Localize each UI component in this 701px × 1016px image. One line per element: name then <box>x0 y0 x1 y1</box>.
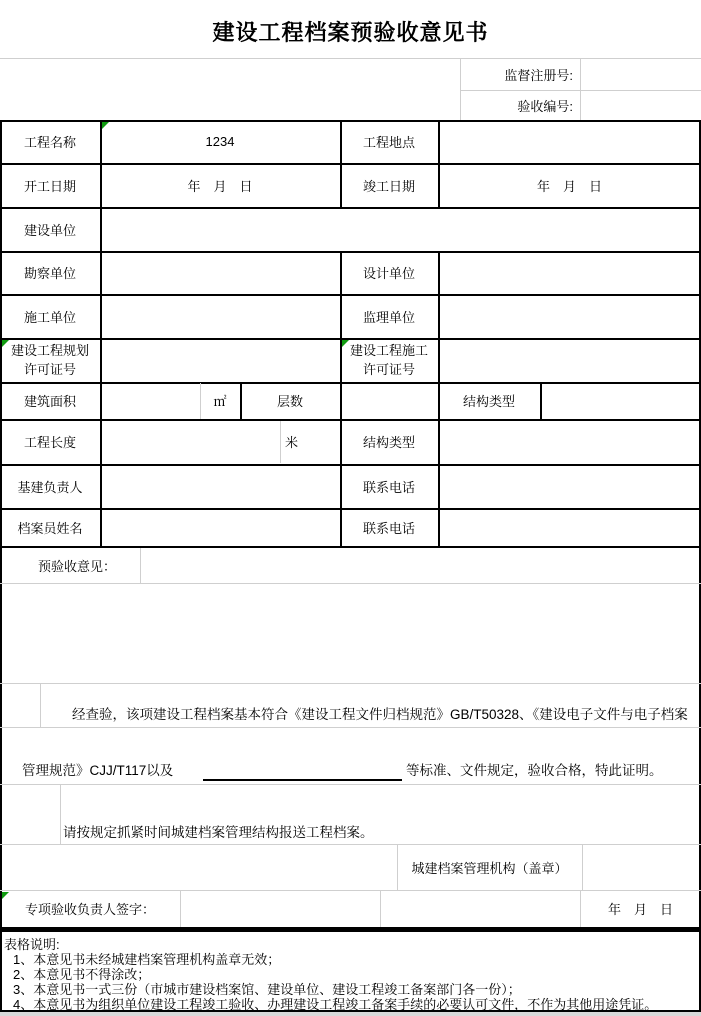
builder-unit-value[interactable] <box>102 296 338 336</box>
notes-item: 1、本意见书未经城建档案管理机构盖章无效； <box>13 952 281 967</box>
grid-line <box>0 727 701 728</box>
cell-error-marker-icon <box>342 340 349 347</box>
notes-item: 2、本意见书不得涂改； <box>13 967 151 982</box>
standards-blank-input[interactable] <box>203 742 402 779</box>
blank-underline <box>203 779 402 781</box>
supervisor-unit-label: 监理单位 <box>362 309 415 325</box>
supervision-no-value[interactable] <box>581 59 700 89</box>
complete-date-label: 竣工日期 <box>362 178 415 194</box>
opinion-input-area[interactable] <box>141 549 698 582</box>
design-unit-value[interactable] <box>440 253 699 292</box>
project-location-label: 工程地点 <box>362 135 415 150</box>
phone-b-value[interactable] <box>440 510 699 544</box>
structure-type-b-value[interactable] <box>440 421 699 462</box>
complete-date-value[interactable]: 年 月 日 <box>536 178 602 194</box>
survey-unit-value[interactable] <box>102 253 338 292</box>
signature-input-area-1[interactable] <box>181 891 379 926</box>
infra-head-value[interactable] <box>102 466 338 506</box>
builder-unit-label: 施工单位 <box>23 309 76 325</box>
notes-item: 4、本意见书为组织单位建设工程竣工验收、办理建设工程竣工备案手续的必要认可文件，不作为其他用途凭证。 <box>13 997 658 1012</box>
opinion-label: 预验收意见： <box>37 559 116 574</box>
acceptance-no-label: 验收编号: <box>517 98 573 114</box>
archive-org-stamp-label: 城建档案管理机构（盖章） <box>411 860 568 876</box>
opinion-paragraph-1: 经查验，该项建设工程档案基本符合《建设工程文件归档规范》GB/T50328、《建设电子文件与电子档案 <box>72 707 688 722</box>
grid-line <box>582 844 583 890</box>
grid-line <box>60 784 61 844</box>
building-area-unit: ㎡ <box>213 394 227 409</box>
project-name-label: 工程名称 <box>23 135 76 150</box>
construction-unit-value[interactable] <box>102 209 699 249</box>
supervision-no-label: 监督注册号: <box>504 67 573 83</box>
grid-line <box>40 683 41 727</box>
grid-line <box>0 784 701 785</box>
survey-unit-label: 勘察单位 <box>23 266 76 281</box>
building-area-value[interactable] <box>102 384 198 417</box>
opinion-paragraph-2-prefix: 管理规范》CJJ/T117以及 <box>22 763 174 778</box>
building-area-label: 建筑面积 <box>23 394 76 409</box>
sign-date: 年 月 日 <box>607 902 673 917</box>
planning-permit-value[interactable] <box>102 340 338 380</box>
length-label: 工程长度 <box>23 435 76 450</box>
planning-permit-label <box>0 338 100 382</box>
project-name-value[interactable]: 1234 <box>205 134 235 149</box>
infra-head-label: 基建负责人 <box>17 479 83 495</box>
floors-label: 层数 <box>276 394 303 409</box>
project-location-value[interactable] <box>440 122 699 161</box>
archivist-value[interactable] <box>102 510 338 544</box>
planning-permit-label-line1: 建设工程规划 <box>10 343 89 358</box>
structure-type-a-value[interactable] <box>542 384 699 417</box>
notes-item: 3、本意见书一式三份（市城市建设档案馆、建设单位、建设工程竣工备案部门各一份）； <box>13 982 521 997</box>
grid-line <box>0 844 701 845</box>
signer-label: 专项验收负责人签字： <box>24 902 155 917</box>
opinion-paragraph-2-suffix: 等标准、文件规定，验收合格，特此证明。 <box>406 763 663 778</box>
planning-permit-label-line2: 许可证号 <box>23 362 76 377</box>
construction-permit-value[interactable] <box>440 340 699 380</box>
signature-input-area-2[interactable] <box>381 891 579 926</box>
construction-permit-label-line2: 许可证号 <box>362 362 415 377</box>
start-date-label: 开工日期 <box>23 178 76 194</box>
construction-unit-label: 建设单位 <box>23 222 76 238</box>
cell-error-marker-icon <box>2 340 9 347</box>
opinion-body-area[interactable] <box>2 584 698 682</box>
cell-error-marker-icon <box>102 122 109 129</box>
page-title: 建设工程档案预验收意见书 <box>212 20 489 45</box>
design-unit-label: 设计单位 <box>362 266 415 281</box>
phone-a-label: 联系电话 <box>362 479 415 495</box>
phone-a-value[interactable] <box>440 466 699 506</box>
acceptance-no-value[interactable] <box>581 91 700 119</box>
notes-heading: 表格说明: <box>4 937 60 952</box>
phone-b-label: 联系电话 <box>362 520 415 536</box>
start-date-value[interactable]: 年 月 日 <box>187 178 253 194</box>
length-unit: 米 <box>285 435 299 450</box>
opinion-paragraph-3: 请按规定抓紧时间城建档案管理结构报送工程档案。 <box>63 825 374 840</box>
construction-permit-label <box>340 338 438 382</box>
floors-value[interactable] <box>342 384 436 417</box>
structure-type-b-label: 结构类型 <box>362 435 415 450</box>
cell-error-marker-icon <box>2 892 9 899</box>
structure-type-a-label: 结构类型 <box>462 394 515 409</box>
border-line <box>0 927 701 932</box>
archivist-label: 档案员姓名 <box>17 520 83 536</box>
construction-permit-label-line1: 建设工程施工 <box>349 343 428 358</box>
grid-line <box>0 683 701 684</box>
supervisor-unit-value[interactable] <box>440 296 699 336</box>
length-value[interactable] <box>102 421 278 462</box>
